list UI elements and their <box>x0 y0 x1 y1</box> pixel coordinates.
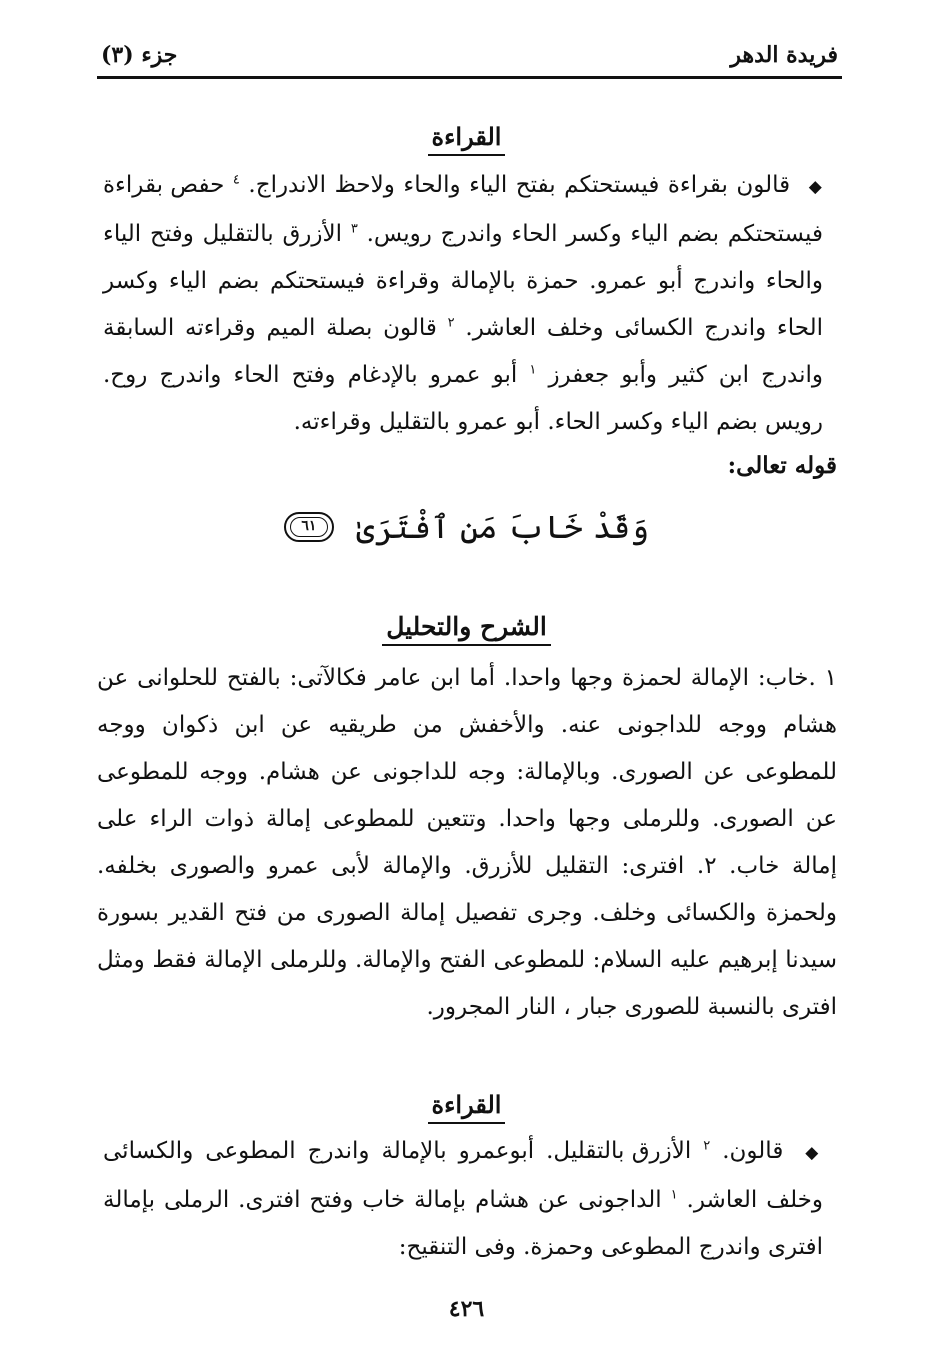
footnote-marker: ٣ <box>350 221 358 237</box>
reading-text-2: الأزرق بالتقليل. أبوعمرو بالإمالة واندرج المطوعى والكسائى وخلف العاشر. <box>103 1138 824 1213</box>
explanation-paragraph <box>97 655 837 1031</box>
reading-text-1: قالون. <box>722 1138 784 1164</box>
page-number: ٤٢٦ <box>448 1296 485 1322</box>
section-title-text: الشرح والتحليل <box>382 612 551 646</box>
reading-text-3: الأزرق بالتقليل وفتح الياء والحاء واندرج أبو عمرو. حمزة بالإمالة وقراءة فيستحتكم بضم الياء وكسر الحاء واندرج الكسائى وخلف العاشر. <box>103 221 823 341</box>
reading-paragraph <box>103 162 823 446</box>
reading-paragraph-2 <box>103 1128 823 1271</box>
footnote-marker: ٢ <box>447 315 455 331</box>
book-title: فريدة الدهر <box>730 42 838 68</box>
section-title-reading <box>0 122 933 151</box>
volume-label: جزء (٣) <box>101 42 178 68</box>
verse-text: وَقَدْ خَابَ مَنِ ٱفْتَرَىٰ <box>356 507 650 546</box>
qoul-taala-heading: قوله تعالى: <box>727 452 837 479</box>
footnote-marker: ٢ <box>703 1138 711 1154</box>
footnote-marker: ١ <box>670 1187 678 1203</box>
ayah-number-icon <box>284 512 334 542</box>
reading-text-4: قالون بصلة الميم وقراءته السابقة واندرج ابن كثير وأبو جعفرز <box>103 315 824 388</box>
reading-text-1: قالون بقراءة فيستحتكم بفتح الياء والحاء ولاحظ الاندراج. <box>248 172 791 198</box>
bullet-icon: ◆ <box>805 1143 824 1163</box>
quran-verse <box>0 505 933 561</box>
section-title-explanation <box>0 612 933 641</box>
section-title-text: القراءة <box>428 122 506 156</box>
reading-text-5: أبو عمرو بالإدغام وفتح الحاء واندرج روح. رويس بضم الياء وكسر الحاء. أبو عمرو بالتقليل وقراءته. <box>103 362 823 435</box>
explanation-text: ١ .خاب: الإمالة لحمزة وجها واحدا. أما ابن عامر فكالآتى: بالفتح للحلوانى عن هشام ووجه للداجونى عنه. والأخفش من طريقيه عن ابن ذكوان ووجه للمطوعى عن الصورى. وبالإمالة: وجه للداجونى عن هشام. ووجه للمطوعى عن الصورى. وللرملى وجها واحدا. وتتعين للمطوعى إمالة ذوات الراء على إمالة خاب. ٢. افترى: التقليل للأزرق. والإمالة لأبى عمرو والصورى بخلفه. ولحمزة والكسائى وخلف. وجرى تفصيل إمالة الصورى من فتح القدير بسورة سيدنا إبرهيم عليه السلام: للمطوعى الفتح والإمالة. وللرملى الإمالة فقط ومثل افترى بالنسبة للصورى جبار ، النار المجرور. <box>97 665 838 1020</box>
section-title-text: القراءة <box>428 1090 506 1124</box>
reading-text-3: الداجونى عن هشام بإمالة خاب وفتح افترى. الرملى بإمالة افترى واندرج المطوعى وحمزة. وفى التنقيح: <box>103 1187 823 1260</box>
reading-text-2: حفص بقراءة فيستحتكم بضم الياء وكسر الحاء واندرج رويس. <box>103 172 823 247</box>
bullet-icon: ◆ <box>808 177 824 197</box>
page-header <box>97 40 842 79</box>
ayah-number: ٦١ <box>301 517 317 534</box>
footnote-marker: ٤ <box>232 172 240 188</box>
section-title-reading-2 <box>0 1090 933 1119</box>
footnote-marker: ١ <box>529 362 537 378</box>
